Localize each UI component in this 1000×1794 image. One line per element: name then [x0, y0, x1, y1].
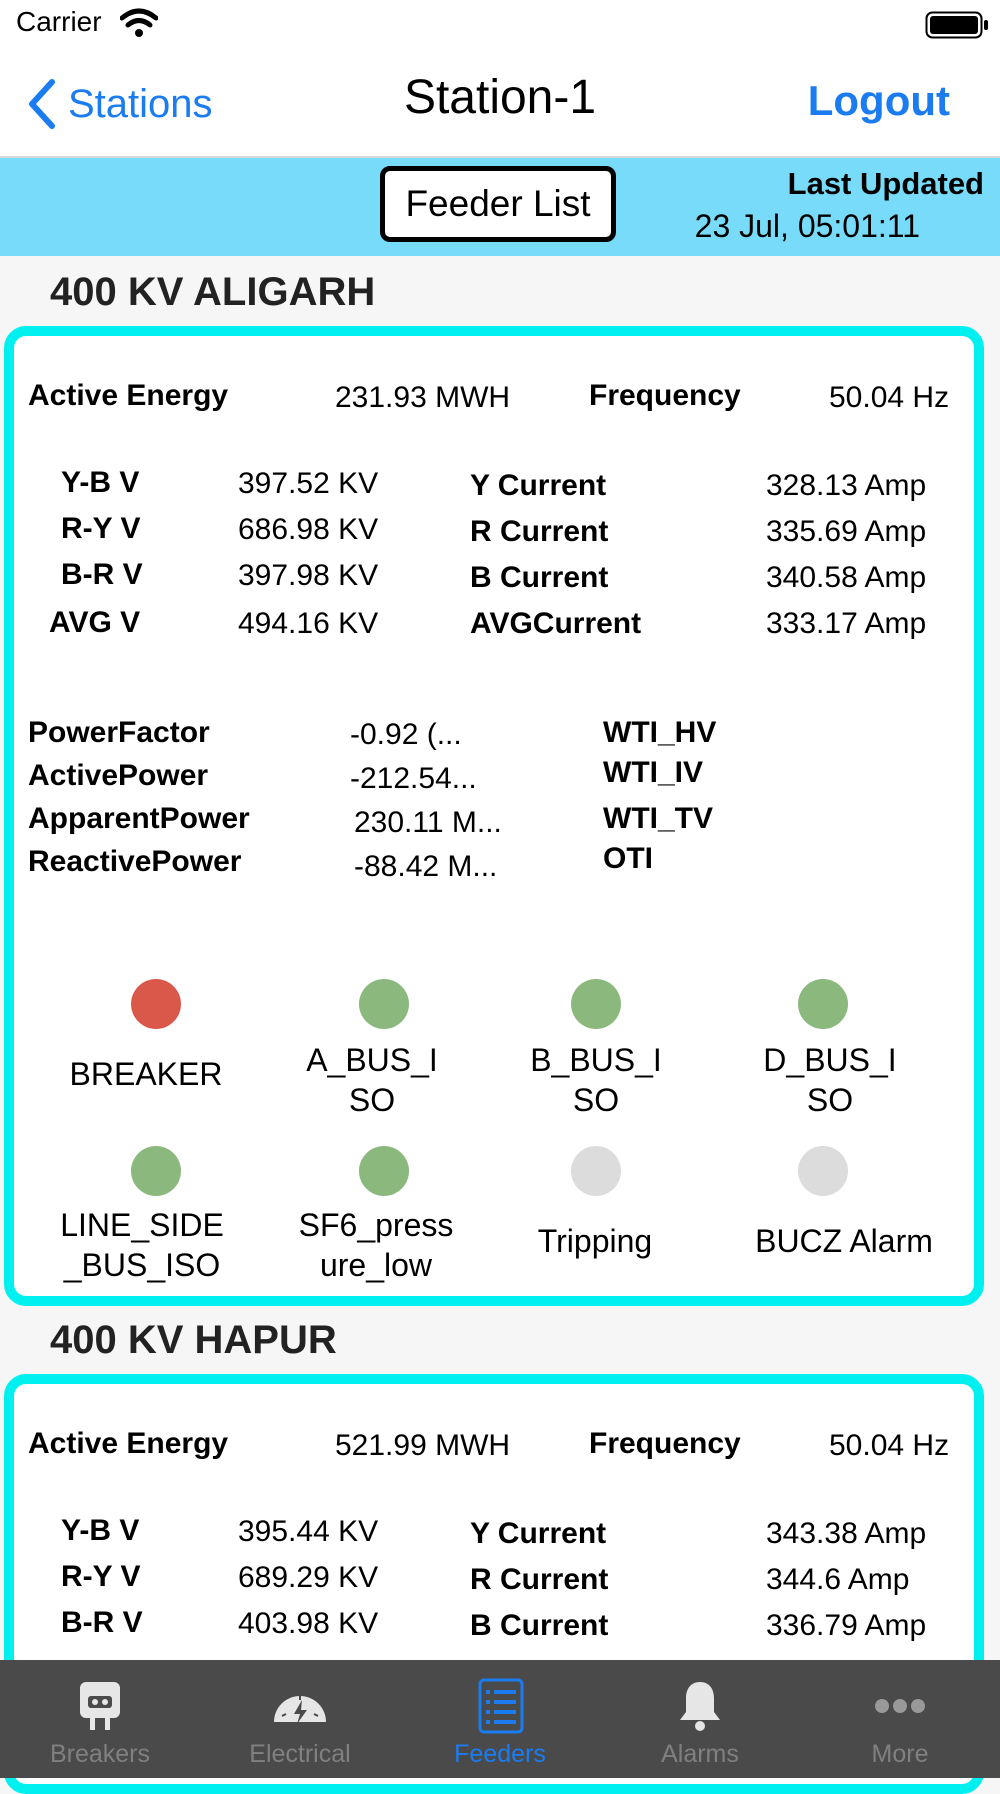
- navigation-bar: [0, 52, 1000, 158]
- tab-label: Breakers: [49, 1740, 151, 1768]
- indicator-label: Tripping: [537, 1223, 653, 1259]
- current-label: B Current: [470, 1609, 609, 1642]
- frequency-value: 50.04 Hz: [829, 1429, 950, 1462]
- gauge-icon: [270, 1678, 330, 1734]
- tab-alarms[interactable]: [600, 1660, 800, 1778]
- tab-feeders[interactable]: [400, 1660, 600, 1778]
- frequency-label: Frequency: [589, 379, 741, 412]
- last-updated-label: Last Updated: [787, 166, 984, 201]
- status-indicator-green: [131, 1146, 181, 1196]
- status-indicator-green: [359, 979, 409, 1029]
- power-value: 230.11 M...: [354, 806, 502, 839]
- tab-more[interactable]: [800, 1660, 1000, 1778]
- current-label: Y Current: [470, 469, 607, 502]
- status-indicator-green: [571, 979, 621, 1029]
- logout-button[interactable]: Logout: [807, 77, 950, 124]
- carrier-label: Carrier: [16, 6, 102, 37]
- frequency-value: 50.04 Hz: [829, 381, 950, 414]
- voltage-label: R-Y V: [61, 512, 141, 545]
- back-label: Stations: [68, 81, 213, 126]
- voltage-label: Y-B V: [61, 1514, 140, 1547]
- status-indicator-red: [131, 979, 181, 1029]
- voltage-label: Y-B V: [61, 466, 140, 499]
- tab-label: Alarms: [661, 1740, 739, 1768]
- status-indicator-green: [798, 979, 848, 1029]
- power-label: ApparentPower: [28, 802, 250, 835]
- battery-icon: [925, 11, 989, 39]
- indicator-label: LINE_SIDE _BUS_ISO: [60, 1207, 224, 1283]
- temperature-label: WTI_TV: [603, 802, 713, 835]
- indicator-label: D_BUS_I SO: [763, 1042, 897, 1118]
- voltage-value: 397.52 KV: [238, 467, 379, 500]
- active-energy-value: 231.93 MWH: [335, 381, 511, 414]
- current-label: Y Current: [470, 1517, 607, 1550]
- power-value: -212.54...: [350, 762, 477, 795]
- current-value: 333.17 Amp: [766, 607, 927, 640]
- current-label: R Current: [470, 1563, 609, 1596]
- current-label: B Current: [470, 561, 609, 594]
- feeder-list-button[interactable]: Feeder List: [380, 166, 616, 242]
- current-value: 343.38 Amp: [766, 1517, 927, 1550]
- indicator-label: B_BUS_I SO: [530, 1042, 662, 1118]
- list-icon: [470, 1678, 530, 1734]
- voltage-label: B-R V: [61, 1606, 143, 1639]
- header-strip: [0, 158, 1000, 256]
- voltage-label: AVG V: [49, 606, 141, 639]
- active-energy-label: Active Energy: [28, 1427, 229, 1460]
- page-title: Station-1: [403, 71, 597, 124]
- tab-breakers[interactable]: [0, 1660, 200, 1778]
- last-updated-value: 23 Jul, 05:01:11: [694, 208, 920, 244]
- current-label: AVGCurrent: [470, 607, 642, 640]
- indicator-label: SF6_press ure_low: [298, 1207, 454, 1283]
- bell-icon: [670, 1678, 730, 1734]
- current-value: 340.58 Amp: [766, 561, 927, 594]
- tab-label: Electrical: [249, 1740, 351, 1768]
- frequency-label: Frequency: [589, 1427, 741, 1460]
- indicator-label: BUCZ Alarm: [755, 1223, 933, 1259]
- voltage-value: 395.44 KV: [238, 1515, 379, 1548]
- current-value: 328.13 Amp: [766, 469, 927, 502]
- indicator-label: BREAKER: [69, 1056, 223, 1092]
- active-energy-value: 521.99 MWH: [335, 1429, 511, 1462]
- power-label: ReactivePower: [28, 845, 242, 878]
- power-value: -0.92 (...: [350, 718, 462, 751]
- current-label: R Current: [470, 515, 609, 548]
- tab-bar: [0, 1660, 1000, 1778]
- indicator-label: A_BUS_I SO: [306, 1042, 438, 1118]
- power-value: -88.42 M...: [354, 850, 498, 883]
- voltage-value: 686.98 KV: [238, 513, 379, 546]
- voltage-value: 494.16 KV: [238, 607, 379, 640]
- voltage-label: B-R V: [61, 558, 143, 591]
- tab-electrical[interactable]: [200, 1660, 400, 1778]
- current-value: 336.79 Amp: [766, 1609, 927, 1642]
- feeder-card: [4, 326, 984, 1306]
- feeder-title: 400 KV ALIGARH: [50, 270, 376, 314]
- temperature-label: OTI: [603, 842, 653, 875]
- wifi-icon: [120, 8, 158, 38]
- status-indicator-gray: [798, 1146, 848, 1196]
- power-label: ActivePower: [28, 759, 209, 792]
- more-icon: [870, 1678, 930, 1734]
- status-indicator-green: [359, 1146, 409, 1196]
- voltage-label: R-Y V: [61, 1560, 141, 1593]
- active-energy-label: Active Energy: [28, 379, 229, 412]
- voltage-value: 397.98 KV: [238, 559, 379, 592]
- breaker-icon: [70, 1678, 130, 1734]
- current-value: 344.6 Amp: [766, 1563, 910, 1596]
- feeder-title: 400 KV HAPUR: [50, 1318, 337, 1362]
- tab-label: More: [871, 1740, 929, 1768]
- current-value: 335.69 Amp: [766, 515, 927, 548]
- temperature-label: WTI_HV: [603, 716, 717, 749]
- tab-label: Feeders: [454, 1740, 546, 1768]
- power-label: PowerFactor: [28, 716, 210, 749]
- temperature-label: WTI_IV: [603, 756, 704, 789]
- status-bar: [0, 0, 1000, 52]
- voltage-value: 403.98 KV: [238, 1607, 379, 1640]
- voltage-value: 689.29 KV: [238, 1561, 379, 1594]
- status-indicator-gray: [571, 1146, 621, 1196]
